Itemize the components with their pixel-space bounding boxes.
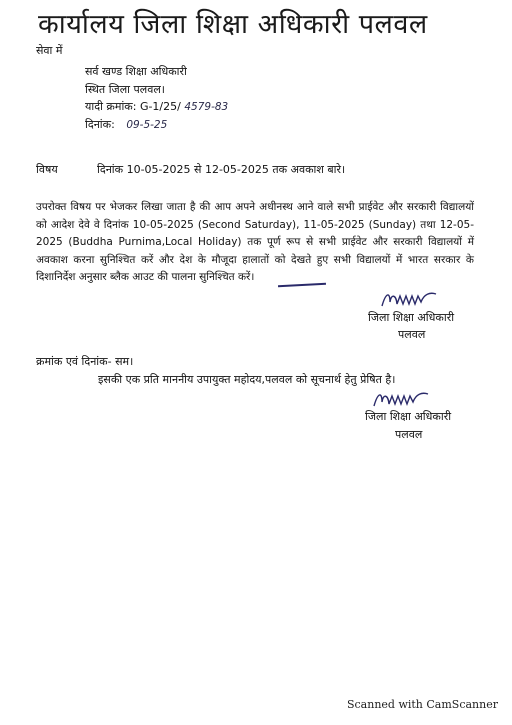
recipient-line-2: स्थित जिला पलवल। xyxy=(85,83,165,96)
scanner-watermark: Scanned with CamScanner xyxy=(346,698,498,711)
recipient-line-1: सर्व खण्ड शिक्षा अधिकारी xyxy=(85,65,187,78)
date-label: दिनांक: xyxy=(85,118,115,131)
signature-2-title: जिला शिक्षा अधिकारी xyxy=(365,410,452,423)
signature-scribble-2 xyxy=(370,390,432,412)
signature-2-place: पलवल xyxy=(395,428,423,441)
signature-1-place: पलवल xyxy=(398,328,426,341)
subject-label: विषय xyxy=(36,163,58,176)
signature-scribble-1 xyxy=(378,290,440,312)
copy-text: इसकी एक प्रति माननीय उपायुक्त महोदय,पलवल को सूचनार्थ हेतु प्रेषित है। xyxy=(98,373,396,386)
page-title: कार्यालय जिला शिक्षा अधिकारी पलवल xyxy=(38,9,428,40)
salutation: सेवा में xyxy=(36,44,63,57)
copy-reference: क्रमांक एवं दिनांक- सम। xyxy=(36,355,134,368)
signature-1-title: जिला शिक्षा अधिकारी xyxy=(368,311,455,324)
letter-date xyxy=(85,118,167,132)
reference-label: यादी क्रमांक: G-1/25/ xyxy=(85,100,181,113)
reference-handwritten-number: 4579-83 xyxy=(184,101,229,113)
date-handwritten-value: 09-5-25 xyxy=(126,119,168,131)
body-paragraph: उपरोक्त विषय पर भेजकर लिखा जाता है की आप अपने अधीनस्थ आने वाले सभी प्राईवेट और सरकारी विद्यालयों को आदेश देवे वे दिनांक 10-05-2025 (Second Saturday), 11-05-2025 (Sunday) तथा 12-05-2025 (Buddha Purnima,Local Holiday) तक पूर्ण रूप से सभी प्राईवेट और सरकारी विद्यालयों में अवकाश करना सुनिश्चित करें और देश के मौजूदा हालातों को देखते हुए सभी विद्यालयों में भारत सरकार के दिशानिर्देश अनुसार ब्लैक आउट की पालना सुनिश्चित करें। xyxy=(36,201,474,284)
subject-text: दिनांक 10-05-2025 से 12-05-2025 तक अवकाश बारे। xyxy=(97,163,346,176)
reference-number xyxy=(85,100,228,114)
